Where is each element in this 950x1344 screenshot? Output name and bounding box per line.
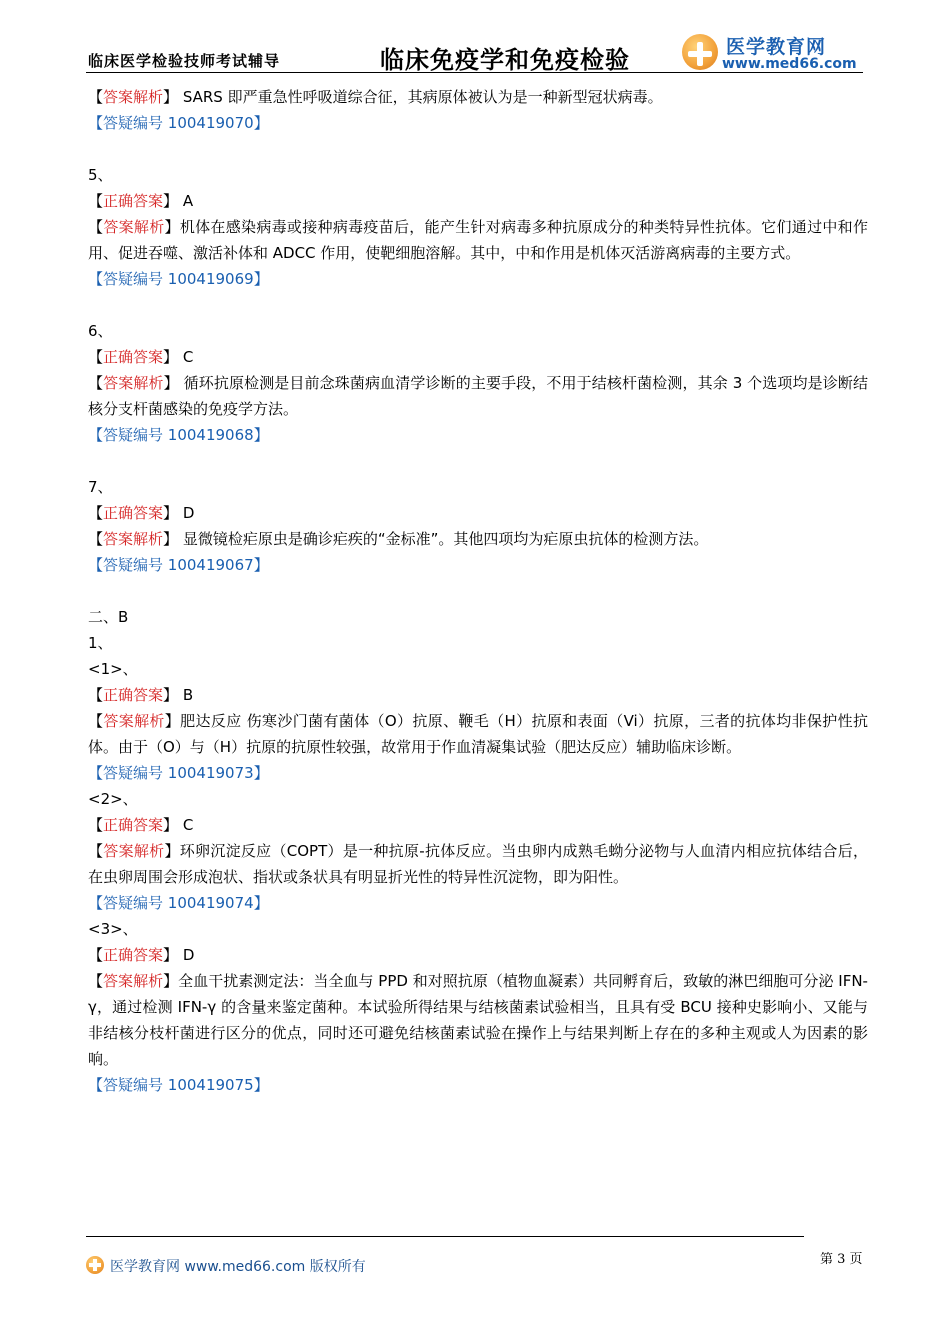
answer-line: 【正确答案】 D bbox=[88, 504, 195, 522]
question-id: 【答疑编号 100419068】 bbox=[88, 426, 269, 444]
cross-logo-icon bbox=[682, 34, 718, 70]
answer-line: 【正确答案】 D bbox=[88, 946, 195, 964]
footer-copyright[interactable]: 医学教育网 www.med66.com 版权所有 bbox=[110, 1259, 366, 1275]
answer-line: 【正确答案】 B bbox=[88, 686, 194, 704]
question-id: 【答疑编号 100419070】 bbox=[88, 114, 269, 132]
question-number: 7、 bbox=[88, 478, 113, 496]
question-id: 【答疑编号 100419067】 bbox=[88, 556, 269, 574]
site-logo[interactable] bbox=[682, 32, 862, 74]
answer-line: 【正确答案】 C bbox=[88, 348, 194, 366]
answer-line: 【正确答案】 C bbox=[88, 816, 194, 834]
header-title: 临床免疫学和免疫检验 bbox=[380, 46, 630, 74]
question-id: 【答疑编号 100419069】 bbox=[88, 270, 269, 288]
analysis-line: 【答案解析】 SARS 即严重急性呼吸道综合征，其病原体被认为是一种新型冠状病毒。 bbox=[88, 88, 663, 106]
analysis-line: 【答案解析】全血干扰素测定法：当全血与 PPD 和对照抗原（植物血凝素）共同孵育后，致敏的淋巴细胞可分泌 IFN-γ，通过检测 IFN-γ 的含量来鉴定菌种。本试验所得结果与结核菌素试验相当，且具有受 BCU 接种史影响小、又能与非结核分枝杆菌进行区分的优点，同时还可避免结核菌素试验在操作上与结果判断上存在的多种主观或人为因素的影响。 bbox=[88, 972, 868, 1068]
analysis-line: 【答案解析】环卵沉淀反应（COPT）是一种抗原-抗体反应。当虫卵内成熟毛蚴分泌物与人血清内相应抗体结合后，在虫卵周围会形成泡状、指状或条状具有明显折光性的特异性沉淀物，即为阳性。 bbox=[88, 842, 868, 886]
analysis-line: 【答案解析】 循环抗原检测是目前念珠菌病血清学诊断的主要手段，不用于结核杆菌检测，其余 3 个选项均是诊断结核分支杆菌感染的免疫学方法。 bbox=[88, 374, 868, 418]
footer-divider bbox=[86, 1236, 804, 1237]
sub-question-number: <1>、 bbox=[88, 660, 138, 678]
logo-name: 医学教育网 bbox=[726, 36, 827, 58]
question-number: 5、 bbox=[88, 166, 113, 184]
question-id: 【答疑编号 100419073】 bbox=[88, 764, 269, 782]
analysis-line: 【答案解析】机体在感染病毒或接种病毒疫苗后，能产生针对病毒多种抗原成分的种类特异性抗体。它们通过中和作用、促进吞噬、激活补体和 ADCC 作用，使靶细胞溶解。其中，中和作用是机体灭活游离病毒的主要方式。 bbox=[88, 218, 868, 262]
document-body bbox=[88, 84, 868, 1098]
page-number: 第 3 页 bbox=[820, 1252, 863, 1267]
question-id: 【答疑编号 100419075】 bbox=[88, 1076, 269, 1094]
answer-line: 【正确答案】 A bbox=[88, 192, 194, 210]
footer-logo-icon bbox=[86, 1256, 104, 1274]
logo-url[interactable]: www.med66.com bbox=[722, 56, 857, 72]
header-divider bbox=[86, 72, 863, 73]
question-id: 【答疑编号 100419074】 bbox=[88, 894, 269, 912]
analysis-line: 【答案解析】肥达反应 伤寒沙门菌有菌体（O）抗原、鞭毛（H）抗原和表面（Vi）抗原，三者的抗体均非保护性抗体。由于（O）与（H）抗原的抗原性较强，故常用于作血清凝集试验（肥达反应）辅助临床诊断。 bbox=[88, 712, 868, 756]
analysis-line: 【答案解析】 显微镜检疟原虫是确诊疟疾的“金标准”。其他四项均为疟原虫抗体的检测方法。 bbox=[88, 530, 709, 548]
header-course-name: 临床医学检验技师考试辅导 bbox=[88, 52, 281, 70]
sub-question-number: <3>、 bbox=[88, 920, 138, 938]
section-title: 二、B bbox=[88, 608, 129, 626]
page-header bbox=[0, 0, 950, 80]
question-number: 6、 bbox=[88, 322, 113, 340]
sub-question-number: <2>、 bbox=[88, 790, 138, 808]
question-number: 1、 bbox=[88, 634, 113, 652]
